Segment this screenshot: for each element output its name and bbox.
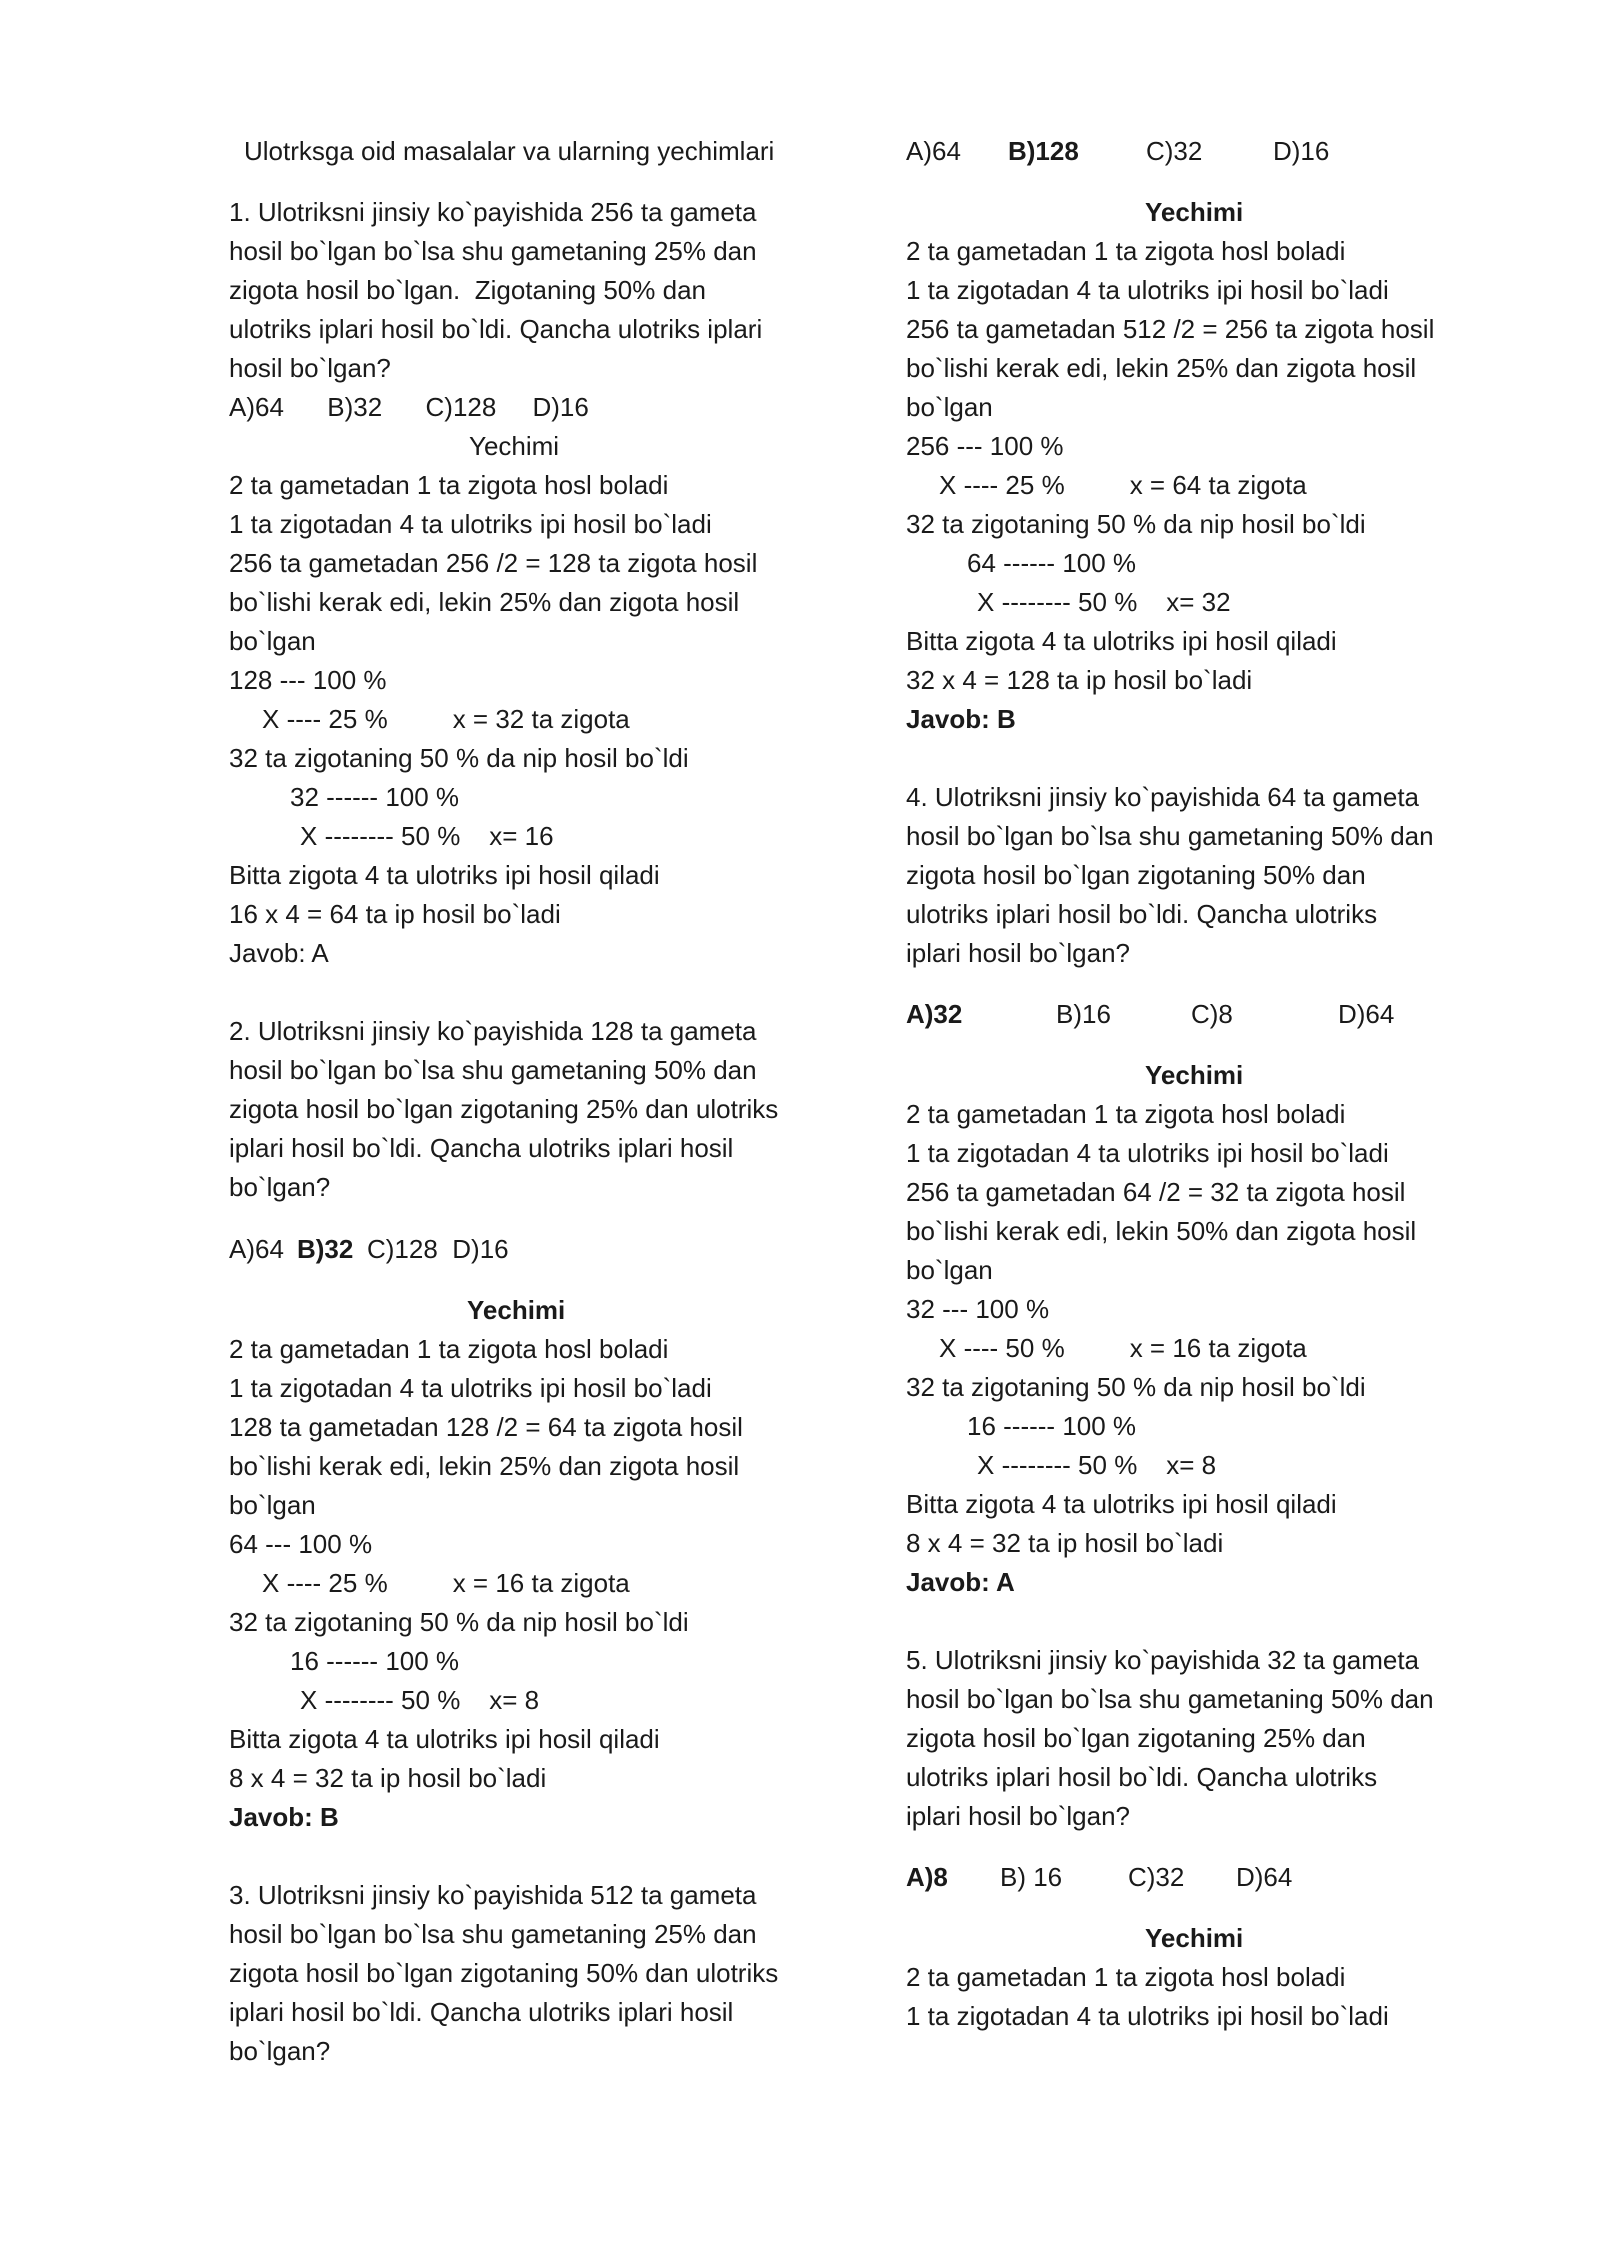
left-text-line: hosil bo`lgan?	[229, 353, 391, 383]
right-text-line: iplari hosil bo`lgan?	[906, 938, 1131, 968]
left-text-line: zigota hosil bo`lgan zigotaning 25% dan ulotriks	[229, 1094, 779, 1124]
right-text-line: 64 ------ 100 %	[967, 548, 1137, 578]
left-text-line: zigota hosil bo`lgan. Zigotaning 50% dan	[229, 275, 706, 305]
left-text-line: X ---- 25 % x = 32 ta zigota	[262, 704, 630, 734]
left-text-line: 16 ------ 100 %	[290, 1646, 460, 1676]
left-text-line: Bitta zigota 4 ta ulotriks ipi hosil qiladi	[229, 1724, 660, 1754]
right-text-line: 8 x 4 = 32 ta ip hosil bo`ladi	[906, 1528, 1224, 1558]
right-text-line: iplari hosil bo`lgan?	[906, 1801, 1131, 1831]
right-text-line: B)16	[1056, 999, 1111, 1029]
left-text-line: bo`lgan?	[229, 1172, 331, 1202]
right-text-line: Bitta zigota 4 ta ulotriks ipi hosil qiladi	[906, 1489, 1337, 1519]
left-text-line: Yechimi	[467, 1295, 566, 1325]
left-text-line: 2 ta gametadan 1 ta zigota hosl boladi	[229, 1334, 669, 1364]
left-text-line: iplari hosil bo`ldi. Qancha ulotriks iplari hosil	[229, 1133, 734, 1163]
left-text-line: X -------- 50 % x= 8	[300, 1685, 540, 1715]
right-text-line: 1 ta zigotadan 4 ta ulotriks ipi hosil bo`ladi	[906, 1138, 1389, 1168]
left-text-line: 2. Ulotriksni jinsiy ko`payishida 128 ta gameta	[229, 1016, 757, 1046]
right-text-line: D)16	[1273, 136, 1330, 166]
left-text-line: B)32	[297, 1234, 354, 1264]
right-text-line: B) 16	[1000, 1862, 1063, 1892]
left-text-line: bo`lgan	[229, 1490, 316, 1520]
left-text-line: 8 x 4 = 32 ta ip hosil bo`ladi	[229, 1763, 547, 1793]
left-text-line: Bitta zigota 4 ta ulotriks ipi hosil qiladi	[229, 860, 660, 890]
right-text-line: C)32	[1146, 136, 1203, 166]
right-text-line: 256 ta gametadan 512 /2 = 256 ta zigota hosil	[906, 314, 1435, 344]
right-text-line: C)8	[1191, 999, 1233, 1029]
left-text-line: 1 ta zigotadan 4 ta ulotriks ipi hosil bo`ladi	[229, 1373, 712, 1403]
right-text-line: zigota hosil bo`lgan zigotaning 25% dan	[906, 1723, 1366, 1753]
left-text-line: bo`lishi kerak edi, lekin 25% dan zigota hosil	[229, 587, 740, 617]
right-text-line: Bitta zigota 4 ta ulotriks ipi hosil qiladi	[906, 626, 1337, 656]
left-text-line: Yechimi	[469, 431, 560, 461]
right-text-line: Javob: A	[906, 1567, 1015, 1597]
right-text-line: B)128	[1008, 136, 1079, 166]
left-text-line: 2 ta gametadan 1 ta zigota hosl boladi	[229, 470, 669, 500]
left-text-line: hosil bo`lgan bo`lsa shu gametaning 50% dan	[229, 1055, 757, 1085]
right-text-line: hosil bo`lgan bo`lsa shu gametaning 50% dan	[906, 821, 1434, 851]
right-text-line: X -------- 50 % x= 8	[977, 1450, 1217, 1480]
left-text-line: zigota hosil bo`lgan zigotaning 50% dan ulotriks	[229, 1958, 779, 1988]
left-text-line: 64 --- 100 %	[229, 1529, 373, 1559]
right-text-line: bo`lishi kerak edi, lekin 25% dan zigota hosil	[906, 353, 1417, 383]
right-text-line: 2 ta gametadan 1 ta zigota hosl boladi	[906, 1962, 1346, 1992]
right-text-line: hosil bo`lgan bo`lsa shu gametaning 50% dan	[906, 1684, 1434, 1714]
right-text-line: X ---- 25 % x = 64 ta zigota	[939, 470, 1307, 500]
left-text-line: Ulotrksga oid masalalar va ularning yechimlari	[244, 136, 775, 166]
right-text-line: Javob: B	[906, 704, 1016, 734]
left-text-line: 1 ta zigotadan 4 ta ulotriks ipi hosil bo`ladi	[229, 509, 712, 539]
left-text-line: 32 ta zigotaning 50 % da nip hosil bo`ldi	[229, 1607, 689, 1637]
right-text-line: A)32	[906, 999, 963, 1029]
left-text-line: 128 --- 100 %	[229, 665, 387, 695]
right-text-line: zigota hosil bo`lgan zigotaning 50% dan	[906, 860, 1366, 890]
right-text-line: 4. Ulotriksni jinsiy ko`payishida 64 ta gameta	[906, 782, 1420, 812]
right-text-line: 1 ta zigotadan 4 ta ulotriks ipi hosil bo`ladi	[906, 2001, 1389, 2031]
right-text-line: Yechimi	[1145, 1923, 1244, 1953]
left-text-line: ulotriks iplari hosil bo`ldi. Qancha ulotriks iplari	[229, 314, 763, 344]
left-text-line: C)128 D)16	[367, 1234, 509, 1264]
left-text-line: hosil bo`lgan bo`lsa shu gametaning 25% dan	[229, 1919, 757, 1949]
right-text-line: 32 ta zigotaning 50 % da nip hosil bo`ldi	[906, 1372, 1366, 1402]
left-text-line: bo`lgan?	[229, 2036, 331, 2066]
left-text-line: A)64	[229, 1234, 299, 1264]
left-text-line: 32 ------ 100 %	[290, 782, 460, 812]
left-text-line: hosil bo`lgan bo`lsa shu gametaning 25% dan	[229, 236, 757, 266]
right-text-line: Yechimi	[1145, 197, 1244, 227]
right-text-line: 16 ------ 100 %	[967, 1411, 1137, 1441]
left-text-line: 128 ta gametadan 128 /2 = 64 ta zigota hosil	[229, 1412, 743, 1442]
right-text-line: 32 x 4 = 128 ta ip hosil bo`ladi	[906, 665, 1253, 695]
right-text-line: 2 ta gametadan 1 ta zigota hosl boladi	[906, 1099, 1346, 1129]
left-text-line: X ---- 25 % x = 16 ta zigota	[262, 1568, 630, 1598]
left-text-line: 32 ta zigotaning 50 % da nip hosil bo`ldi	[229, 743, 689, 773]
right-text-line: C)32	[1128, 1862, 1185, 1892]
right-text-line: X ---- 50 % x = 16 ta zigota	[939, 1333, 1307, 1363]
left-text-line: bo`lgan	[229, 626, 316, 656]
right-text-line: 32 ta zigotaning 50 % da nip hosil bo`ldi	[906, 509, 1366, 539]
left-text-line: 16 x 4 = 64 ta ip hosil bo`ladi	[229, 899, 561, 929]
right-text-line: 5. Ulotriksni jinsiy ko`payishida 32 ta gameta	[906, 1645, 1420, 1675]
right-text-line: 32 --- 100 %	[906, 1294, 1050, 1324]
right-text-line: X -------- 50 % x= 32	[977, 587, 1231, 617]
right-text-line: Yechimi	[1145, 1060, 1244, 1090]
left-text-line: 256 ta gametadan 256 /2 = 128 ta zigota hosil	[229, 548, 758, 578]
right-text-line: ulotriks iplari hosil bo`ldi. Qancha ulotriks	[906, 899, 1378, 929]
left-text-line: iplari hosil bo`ldi. Qancha ulotriks iplari hosil	[229, 1997, 734, 2027]
right-text-line: A)8	[906, 1862, 948, 1892]
right-text-line: bo`lishi kerak edi, lekin 50% dan zigota hosil	[906, 1216, 1417, 1246]
right-text-line: bo`lgan	[906, 1255, 993, 1285]
right-text-line: D)64	[1338, 999, 1395, 1029]
right-text-line: 2 ta gametadan 1 ta zigota hosl boladi	[906, 236, 1346, 266]
left-text-line: A)64 B)32 C)128 D)16	[229, 392, 589, 422]
right-text-line: A)64	[906, 136, 961, 166]
left-text-line: bo`lishi kerak edi, lekin 25% dan zigota hosil	[229, 1451, 740, 1481]
left-text-line: Javob: B	[229, 1802, 339, 1832]
right-text-line: bo`lgan	[906, 392, 993, 422]
right-text-line: 1 ta zigotadan 4 ta ulotriks ipi hosil bo`ladi	[906, 275, 1389, 305]
right-text-line: D)64	[1236, 1862, 1293, 1892]
left-text-line: 3. Ulotriksni jinsiy ko`payishida 512 ta gameta	[229, 1880, 757, 1910]
left-text-line: Javob: A	[229, 938, 329, 968]
left-text-line: 1. Ulotriksni jinsiy ko`payishida 256 ta gameta	[229, 197, 757, 227]
right-text-line: ulotriks iplari hosil bo`ldi. Qancha ulotriks	[906, 1762, 1378, 1792]
right-text-line: 256 --- 100 %	[906, 431, 1064, 461]
left-text-line: X -------- 50 % x= 16	[300, 821, 554, 851]
right-text-line: 256 ta gametadan 64 /2 = 32 ta zigota hosil	[906, 1177, 1406, 1207]
